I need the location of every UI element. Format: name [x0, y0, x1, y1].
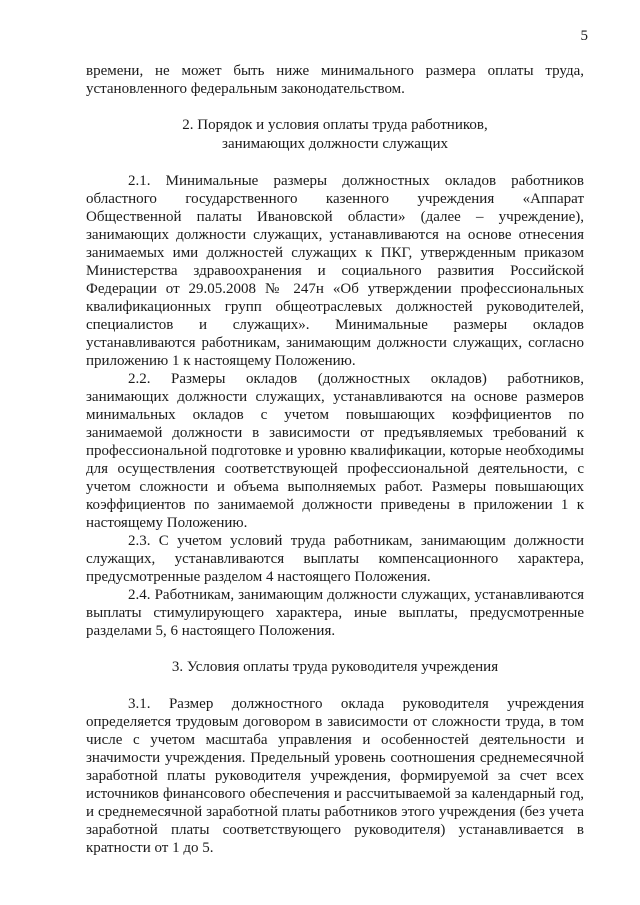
paragraph-2-1: 2.1. Минимальные размеры должностных окладов работников областного государственного казенного учреждения «Аппарат Общественной палаты Ивановской области» (далее – учреждение), занимающих должности служащих, устанавливаются на основе отнесения занимаемых ими должностей служащих к ПКГ, утвержденным приказом Министерства здравоохранения и социального развития Российской Федерации от 29.05.2008 № 247н «Об утверждении профессиональных квалификационных групп общеотраслевых должностей руководителей, специалистов и служащих». Минимальные размеры окладов устанавливаются работникам, занимающим должности служащих, согласно приложению 1 к настоящему Положению. — [86, 173, 584, 369]
section-3 — [86, 658, 584, 857]
intro-paragraph: времени, не может быть ниже минимального размера оплаты труда, установленного федеральным законодательством. — [86, 63, 584, 97]
paragraph-2-2: 2.2. Размеры окладов (должностных окладов) работников, занимающих должности служащих, устанавливаются на основе размеров минимальных окладов с учетом повышающих коэффициентов по занимаемой должности в зависимости от предъявляемых требований к профессиональной подготовке и уровню квалификации, которые необходимы для осуществления соответствующей профессиональной деятельности, с учетом сложности и объема выполняемых работ. Размеры повышающих коэффициентов по занимаемой должности приведены в приложении 1 к настоящему Положению. — [86, 371, 584, 531]
section-2-title-line-1: 2. Порядок и условия оплаты труда работников, — [182, 117, 488, 133]
page-number: 5 — [580, 28, 588, 44]
section-2-title-line-2: занимающих должности служащих — [222, 136, 448, 152]
document-body — [86, 62, 584, 857]
paragraph-3-1: 3.1. Размер должностного оклада руководителя учреждения определяется трудовым договором в зависимости от сложности труда, в том числе с учетом масштаба управления и особенностей деятельности и значимости учреждения. Предельный уровень соотношения среднемесячной заработной платы руководителя учреждения, формируемой за счет всех источников финансового обеспечения и рассчитываемой за календарный год, и среднемесячной заработной платы работников этого учреждения (без учета заработной платы соответствующего руководителя) устанавливается в кратности от 1 до 5. — [86, 696, 584, 856]
section-2 — [86, 116, 584, 640]
paragraph-2-3: 2.3. С учетом условий труда работникам, занимающим должности служащих, устанавливаются выплаты компенсационного характера, предусмотренные разделом 4 настоящего Положения. — [86, 533, 584, 585]
paragraph-2-4: 2.4. Работникам, занимающим должности служащих, устанавливаются выплаты стимулирующего характера, иные выплаты, предусмотренные разделами 5, 6 настоящего Положения. — [86, 587, 584, 639]
section-3-title: 3. Условия оплаты труда руководителя учреждения — [171, 659, 499, 675]
